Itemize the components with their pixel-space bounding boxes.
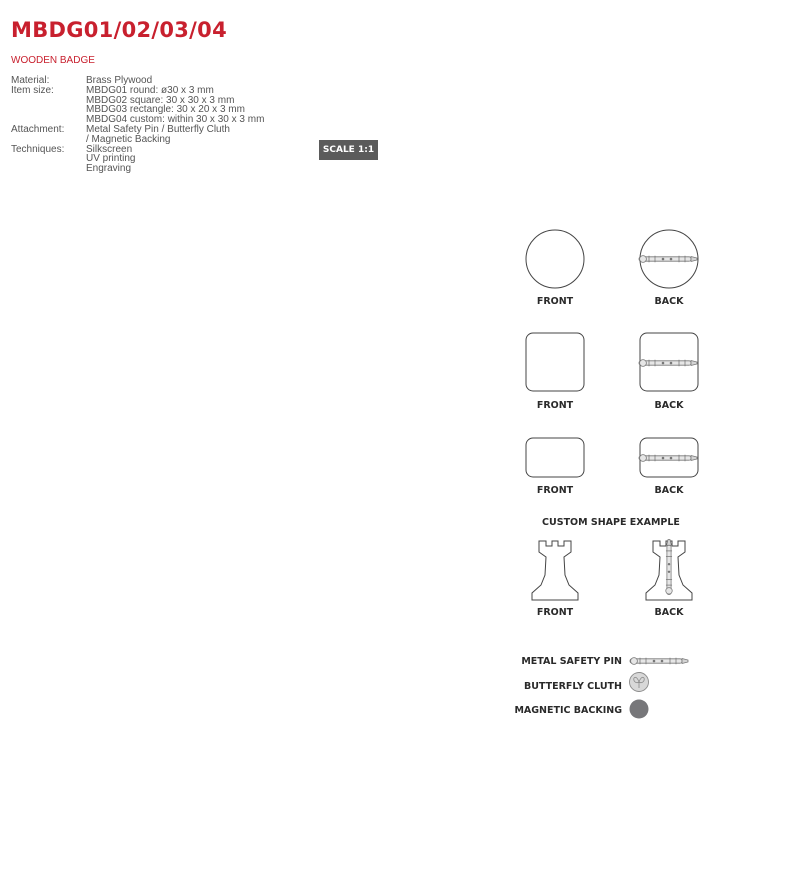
rect-front-caption: FRONT — [536, 485, 574, 496]
scale-badge: SCALE 1:1 — [319, 140, 378, 160]
spec-value-attachment-1: Metal Safety Pin / Butterfly Cluth — [86, 123, 230, 135]
legend-butterfly-label: BUTTERFLY CLUTH — [523, 681, 622, 692]
square-badge-front — [526, 333, 584, 391]
custom-badge-front — [532, 541, 578, 600]
spec-value-technique-engraving: Engraving — [86, 163, 132, 175]
legend-pin-label: METAL SAFETY PIN — [521, 656, 622, 667]
spec-value-size-rectangle: MBDG03 rectangle: 30 x 20 x 3 mm — [86, 104, 245, 116]
rect-badge-front — [526, 438, 584, 477]
square-front-caption: FRONT — [536, 400, 574, 411]
legend-magnet-label: MAGNETIC BACKING — [514, 705, 622, 716]
square-badge-back — [639, 333, 698, 391]
spec-label-item-size: Item size: — [11, 84, 54, 96]
safety-pin-icon — [666, 540, 672, 595]
spec-label-material: Material: — [11, 75, 50, 86]
rect-badge-back — [639, 438, 698, 477]
round-badge-back — [639, 230, 698, 288]
custom-back-caption: BACK — [654, 607, 684, 618]
spec-value-material: Brass Plywood — [86, 75, 153, 86]
custom-badge-back — [646, 540, 692, 601]
spec-label-techniques: Techniques: — [11, 143, 65, 155]
magnetic-backing-icon — [630, 700, 649, 719]
spec-value-attachment-2: / Magnetic Backing — [86, 133, 171, 145]
spec-value-technique-silkscreen: Silkscreen — [86, 143, 133, 155]
rect-back-caption: BACK — [654, 485, 684, 496]
product-subtitle: WOODEN BADGE — [11, 55, 95, 66]
spec-value-size-square: MBDG02 square: 30 x 30 x 3 mm — [86, 94, 235, 106]
spec-value-technique-uv: UV printing — [86, 153, 136, 165]
safety-pin-icon — [639, 256, 697, 263]
square-back-caption: BACK — [654, 400, 684, 411]
custom-shape-heading: CUSTOM SHAPE EXAMPLE — [542, 517, 680, 528]
custom-front-caption: FRONT — [536, 607, 574, 618]
butterfly-clutch-icon — [630, 673, 649, 692]
spec-value-size-round: MBDG01 round: ø30 x 3 mm — [86, 84, 214, 96]
round-badge-front — [526, 230, 584, 288]
safety-pin-icon — [639, 455, 697, 462]
spec-label-attachment: Attachment: — [11, 123, 65, 135]
safety-pin-icon — [639, 360, 697, 367]
safety-pin-icon — [630, 658, 688, 665]
product-code-title: MBDG01/02/03/04 — [11, 18, 227, 42]
round-back-caption: BACK — [654, 296, 684, 307]
spec-value-size-custom: MBDG04 custom: within 30 x 30 x 3 mm — [86, 114, 265, 126]
round-front-caption: FRONT — [536, 296, 574, 307]
